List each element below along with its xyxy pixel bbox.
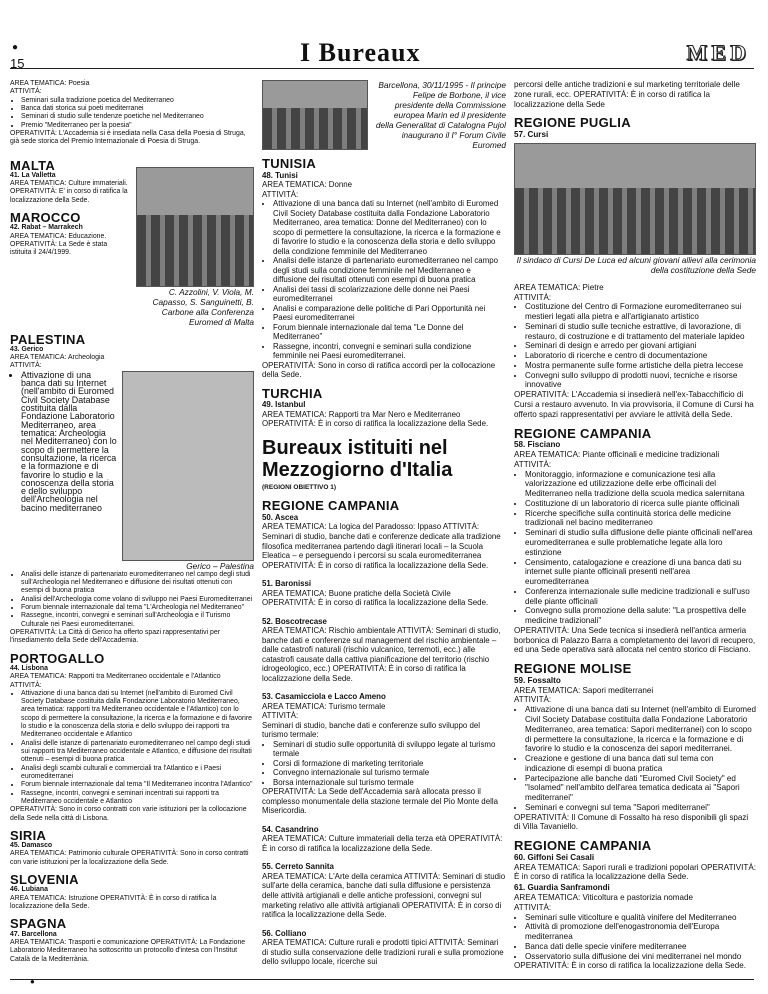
paragraph: percorsi delle antiche tradizioni e sul marketing territoriale delle zone rurali, ecc. OPERATIVITÀ: È in corso di ratifica la localizzazione della Sede	[514, 80, 740, 109]
list-item: • Seminari sulla tradizione poetica del Mediterraneo	[21, 97, 254, 105]
subsection-heading: 59. Fossalto	[514, 675, 561, 685]
list-item: • Analisi delle istanze di partenariato euromediterraneo nel campo degli studi sulla condizione femminile nel Mediterraneo e diffusione dei risultati ottenuti con esempi di buona pratica	[273, 256, 506, 285]
photo-caption: Barcellona, 30/11/1995 - Il principe Felipe de Borbone, il vice presidente della Commissione europea Marin ed il presidente della Generalitat di Catalogna Pujol inaugurano il I° Forum Civile Euromed	[375, 80, 506, 150]
footer-rule	[10, 979, 754, 980]
list-item: • Costituzione del Centro di Formazione euromediterraneo sui mestieri legati alla pietra e all'artigianato artistico	[525, 302, 756, 322]
subsection-heading: 52. Boscotrecase	[262, 616, 327, 626]
text-line: ATTIVITÀ:	[262, 711, 299, 721]
section-heading: MAROCCO	[10, 210, 81, 226]
list-item: • Seminari di studio sulle tendenze poetiche nel Mediterraneo	[21, 113, 254, 121]
text-line: ATTIVITÀ:	[514, 695, 552, 705]
list-item: • Osservatorio sulla diffusione dei vini mediterranei nel mondo	[525, 952, 756, 962]
paragraph: AREA TEMATICA: Patrimonio culturale OPERATIVITÀ: Sono in corso contratti con varie istituzioni per la localizzazione della Sede.	[10, 850, 249, 866]
list-item: • Convegno sulla promozione della salute: "La prospettiva delle medicine tradizionali"	[525, 606, 756, 626]
subsection-heading: 44. Lisbona	[10, 664, 48, 672]
paragraph: AREA TEMATICA: Culture rurali e prodotti tipici ATTIVITÀ: Seminari di studio sulla conservazione delle tradizioni rurali e sulla promozione dello sviluppo locale, ricerche sui	[262, 938, 504, 967]
list-item: • Creazione e gestione di una banca dati sul tema con indicazione di esempi di buona pratica	[525, 754, 756, 774]
section-heading: SIRIA	[10, 827, 47, 843]
text-line: ATTIVITÀ:	[10, 362, 42, 370]
list-item: • Convegni sullo sviluppo di prodotti nuovi, tecniche e risorse innovative	[525, 371, 756, 391]
text-line: AREA TEMATICA: Archeologia	[10, 354, 105, 362]
section-heading: REGIONE PUGLIA	[514, 115, 631, 131]
subsection-heading: 51. Baronissi	[262, 579, 312, 589]
subsection-heading: 61. Guardia Sanframondi	[514, 883, 610, 893]
text-line: AREA TEMATICA: Poesia	[10, 80, 90, 87]
bullet-mark: ●	[12, 42, 19, 53]
paragraph: OPERATIVITÀ: Sono in corso contratti con varie istituzioni per la collocazione della Sede nella città di Lisbona.	[10, 806, 247, 822]
med-logo: MED	[686, 40, 750, 65]
list-item: • Banca dati storica sui poeti mediterranei	[21, 105, 254, 113]
paragraph: AREA TEMATICA: Culture immateriali della terza età OPERATIVITÀ: È in corso di ratifica la localizzazione della Sede.	[262, 834, 503, 853]
subsection-heading: 54. Casandrino	[262, 824, 319, 834]
paragraph: OPERATIVITÀ: L'Accademia si è insediata nella Casa della Poesia di Struga, già sede storica del Premio Internazionale di Poesia di Struga.	[10, 129, 246, 146]
list-item: • Forum biennale internazionale dal tema "Il Mediterraneo incontra l'Atlantico"	[21, 781, 254, 789]
bullet-list	[514, 302, 756, 390]
list-item: • Premio "Mediterraneo per la poesia"	[21, 122, 254, 130]
text-line: ATTIVITÀ:	[514, 292, 552, 302]
section-heading: REGIONE CAMPANIA	[514, 425, 652, 441]
section-heading: SLOVENIA	[10, 872, 79, 888]
text-line: ATTIVITÀ:	[10, 681, 42, 689]
paragraph: AREA TEMATICA: Rapporti tra Mar Nero e Mediterraneo OPERATIVITÀ: È in corso di ratifica la localizzazione della Sede.	[262, 409, 489, 429]
paragraph: OPERATIVITÀ: La Città di Gerico ha offerto spazi rappresentativi per l'insediamento della Sede dell'Accademia.	[10, 628, 221, 645]
list-item: • Forum biennale internazionale dal tema "L'Archeologia nel Mediterraneo"	[21, 604, 254, 612]
paragraph: AREA TEMATICA: Trasporti e comunicazione OPERATIVITÀ: La Fondazione Laboratorio Mediterraneo ha sottoscritto un protocollo d'intesa con l'Institut Català de la Mediterrània.	[10, 938, 246, 963]
list-item: • Forum biennale internazionale dal tema "Le Donne del Mediterraneo"	[273, 323, 506, 342]
list-item: • Analisi dei tassi di scolarizzazione delle donne nei Paesi euromediterranei	[273, 285, 506, 304]
bullet-list	[262, 740, 506, 788]
text-line: ATTIVITÀ:	[514, 902, 552, 912]
section-heading: TURCHIA	[262, 385, 323, 401]
list-item: • Rassegne, incontri, convegni e seminari sulla condizione femminile nei Paesi euromediterranei.	[273, 342, 506, 361]
section-heading: REGIONE CAMPANIA	[514, 838, 652, 854]
subsection-heading: 41. La Valletta	[10, 171, 56, 179]
subsection-heading: 49. Istanbul	[262, 400, 306, 410]
paragraph: OPERATIVITÀ: La Sede dell'Accademia sarà allocata presso il complesso monumentale della stazione termale del Pio Monte della Misericordia.	[262, 787, 498, 816]
subsection-heading: 50. Ascea	[262, 512, 299, 522]
column-2	[262, 80, 506, 967]
bullet-list	[262, 199, 506, 361]
list-item: • Costituzione di un laboratorio di ricerca sulle piante officinali	[525, 499, 756, 509]
bullet-list	[10, 97, 254, 130]
list-item: • Analisi delle istanze di partenariato euromediterraneo nel campo degli studi sui rapporti tra Mediterraneo occidentale e Atlantico, e diffusione dei risultati ottenuti – esempi di buona pratica	[21, 740, 254, 765]
text-line: ATTIVITÀ:	[514, 459, 552, 469]
list-item: • Seminari di studio sulla diffusione delle piante officinali nell'area euromediterranea e sulle problematiche legate alla loro estinzione	[525, 528, 756, 557]
header-rule	[10, 68, 754, 69]
list-item: • Attivazione di una banca dati su Internet (nell'ambito di Euromed Civil Society Database costituita dalla Fondazione Laboratorio Mediterraneo, area tematica: Sapori mediterranei) con lo scopo di permettere la consultazione, la ricerca e la formazione e di favorire lo studio e la conoscenza dei sapori mediterranei.	[525, 705, 756, 754]
list-item: • Seminari di studio sulle opportunità di sviluppo legate al turismo termale	[273, 740, 506, 759]
list-item: • Censimento, catalogazione e creazione di una banca dati su internet sulle piante officinali presenti nell'area euromediterranea	[525, 558, 756, 587]
list-item: • Seminari sulle viticolture e qualità vinifere del Mediterraneo	[525, 913, 756, 923]
list-item: • Attivazione di una banca dati su Internet (nell'ambito di Euromed Civil Society Database costituita dalla Fondazione Laboratorio Mediterraneo, area tematica: rapporti tra Mediterraneo occidentale e l'Atlantico) con lo scopo di permettere la consultazione, la ricerca e la formazione e di favorire lo studio e la conoscenza della storia e dello sviluppo dei rapporti tra Mediterraneo occidentale e Atlantico	[21, 690, 254, 740]
subsection-heading: 43. Gerico	[10, 345, 44, 353]
bullet-list	[514, 470, 756, 626]
photo-conference	[136, 167, 254, 287]
photo-caption: Gerico – Palestina	[186, 560, 254, 571]
photo-caption: C. Azzolini, V. Viola, M. Capasso, S. Sanguinetti, B. Carbone alla Conferenza Euromed di Malta	[152, 286, 254, 327]
list-item: • Banca dati delle specie vinifere mediterranee	[525, 942, 756, 952]
paragraph: OPERATIVITÀ: Sono in corso di ratifica accordi per la collocazione della Sede.	[262, 360, 496, 380]
page-number: 15	[10, 56, 25, 71]
bullet-list	[514, 913, 756, 962]
paragraph: OPERATIVITÀ: È in corso di ratifica la localizzazione della Sede.	[514, 961, 746, 971]
text-line: Seminari di studio, banche dati e conferenze sullo sviluppo del turismo termale:	[262, 720, 481, 740]
section-heading: PORTOGALLO	[10, 650, 105, 666]
subsection-heading: 42. Rabat – Marrakech	[10, 224, 83, 232]
list-item: • Analisi dell'Archeologia come volano di sviluppo nei Paesi Euromediterranei	[21, 596, 254, 604]
bullet-list	[514, 705, 756, 812]
bullet-mark: ●	[30, 977, 35, 986]
paragraph: AREA TEMATICA: L'Arte della ceramica ATTIVITÀ: Seminari di studio sull'arte della ceramica, banche dati sulla diffusione e persistenza delle attività artigianali e delle antiche professioni, convegni sul marketing relativo alle attività artigianali OPERATIVITÀ: È in corso di ratifica la localizzazione della Sede.	[262, 871, 506, 920]
list-item: • Seminari di studio sulle tecniche estrattive, di lavorazione, di restauro, di costruzione e di trattamento del materiale lapideo	[525, 322, 756, 342]
subsection-heading: 46. Lubiana	[10, 886, 48, 894]
paragraph: AREA TEMATICA: Istruzione OPERATIVITÀ: È in corso di ratifica la localizzazione della Sede.	[10, 894, 217, 910]
list-item: • Mostra permanente sulle forme artistiche della pietra leccese	[525, 361, 756, 371]
subsection-heading: 45. Damasco	[10, 842, 53, 850]
section-heading: SPAGNA	[10, 916, 67, 932]
list-item: • Seminari e convegni sul tema "Sapori mediterranei"	[525, 803, 756, 813]
paragraph: AREA TEMATICA: Educazione. OPERATIVITÀ: La Sede è stata istituita il 24/4/1999.	[10, 232, 108, 257]
subsection-heading: 57. Cursi	[514, 130, 549, 140]
list-item: • Conferenza internazionale sulle medicine tradizionali e sull'uso delle piante officinali	[525, 587, 756, 607]
photo-gerico	[122, 371, 254, 561]
text-line: AREA TEMATICA: Sapori mediterranei	[514, 685, 654, 695]
subsection-heading: 58. Fisciano	[514, 440, 561, 450]
list-item: • Monitoraggio, informazione e comunicazione tesi alla valorizzazione ed utilizzazione delle erbe officinali del Mediterraneo nella tradizione della scuola medica salernitana	[525, 470, 756, 499]
paragraph: OPERATIVITÀ: Una Sede tecnica si insedierà nell'antica armeria borbonica di Palazzo Barra a completamento dei lavori di recupero, ed una Sede operativa sarà allocata nel centro storico di Fisciano.	[514, 625, 756, 655]
bullet-list	[10, 571, 254, 629]
subsection-heading: 60. Giffoni Sei Casali	[514, 852, 595, 862]
section-heading: TUNISIA	[262, 156, 317, 171]
section-heading: MALTA	[10, 157, 56, 173]
subsection-heading: 53. Casamicciola e Lacco Ameno	[262, 692, 386, 702]
paragraph: AREA TEMATICA: Rischio ambientale ATTIVITÀ: Seminari di studio, banche dati e conferenze sul management del rischio ambientale – dalle catastrofi naturali (rischio vulcanico, terremoti, ecc.) alle catastrofi causate dalla cattiva pianificazione del territorio (rischio idrogeologico, ecc.) OPERATIVITÀ: È in corso di ratifica la localizzazione della Sede.	[262, 626, 501, 683]
text-line: ATTIVITÀ:	[10, 88, 42, 96]
list-item: • Corsi di formazione di marketing territoriale	[273, 759, 506, 769]
list-item: • Analisi degli scambi culturali e commerciali tra l'Atlantico e i Paesi euromediterranei	[21, 765, 254, 782]
column-3	[514, 80, 756, 971]
list-item: • Analisi delle istanze di partenariato euromediterraneo nel campo degli studi sull'Archeologia nel Mediterraneo e diffusione dei risultati ottenuti con esempi di buona pratica	[21, 571, 254, 596]
text-line: AREA TEMATICA: Pietre	[514, 282, 604, 292]
feature-subtitle: (REGIONI OBIETTIVO 1)	[262, 483, 337, 491]
subsection-heading: 56. Colliano	[262, 928, 307, 938]
photo-barcellona	[262, 80, 368, 150]
list-item: • Borsa internazionale sul turismo termale	[273, 778, 506, 788]
page-title: I Bureaux	[300, 38, 421, 67]
list-item: • Laboratorio di ricerche e centro di documentazione	[525, 351, 756, 361]
subsection-heading: 55. Cerreto Sannita	[262, 862, 334, 872]
page-header	[0, 0, 768, 75]
list-item: • Rassegne, incontri, convegni e seminari sull'Archeologia e il Turismo Culturale nei Paesi euromediterranei.	[21, 612, 254, 629]
paragraph: AREA TEMATICA: La logica del Paradosso: Ippaso ATTIVITÀ: Seminari di studio, banche dati e conferenze dedicate alla tradizione filosofica mediterranea partendo dagli itinerari locali – la Scuola Eleatica – e perseguendo i percorsi su scala euromediterranea OPERATIVITÀ: È in corso di ratifica la localizzazione della Sede.	[262, 522, 501, 570]
list-item: • Seminari di design e arredo per giovani artigiani	[525, 341, 756, 351]
photo-caption: Il sindaco di Cursi De Luca ed alcuni giovani allievi alla cerimonia della costituzione della Sede	[516, 254, 756, 275]
text-line: ATTIVITÀ:	[262, 189, 299, 199]
bullet-list	[10, 371, 117, 571]
list-item: • Attivazione di una banca dati su Internet (nell'ambito di Euromed Civil Society Database costituita dalla Fondazione Laboratorio Mediterraneo, area tematica: Donne del Mediterraneo) con lo scopo di permettere la consultazione, la ricerca e la formazione e di favorire lo studio e la conoscenza della storia e dello sviluppo della condizione femminile del Mediterraneo	[273, 199, 506, 256]
feature-title: Bureaux istituiti nel Mezzogiorno d'Italia	[262, 436, 453, 481]
text-line: AREA TEMATICA: Donne	[262, 180, 353, 190]
subsection-heading: 48. Tunisi	[262, 170, 298, 180]
photo-cursi	[514, 143, 756, 255]
paragraph: AREA TEMATICA: Culture immateriali. OPERATIVITÀ: E' in corso di ratifica la localizzazione della Sede.	[10, 180, 128, 204]
paragraph: AREA TEMATICA: Buone pratiche della Società Civile OPERATIVITÀ: È in corso di ratifica la localizzazione della Sede.	[262, 588, 489, 608]
paragraph: AREA TEMATICA: Sapori rurali e tradizioni popolari OPERATIVITÀ: È in corso di ratifica la localizzazione della Sede.	[514, 862, 756, 882]
text-line: AREA TEMATICA: Viticoltura e pastorizia nomade	[514, 893, 694, 902]
list-item: • Ricerche specifiche sulla continuità storica delle medicine tradizionali nel bacino mediterraneo	[525, 509, 756, 529]
text-line: AREA TEMATICA: Turismo termale	[262, 701, 386, 711]
section-heading: REGIONE CAMPANIA	[262, 498, 400, 514]
section-heading: PALESTINA	[10, 331, 86, 347]
column-1	[10, 80, 254, 964]
list-item: • Partecipazione alle banche dati "Euromed Civil Society" ed "Isolamed" nell'ambito dell'area tematica dedicata ai "Sapori mediterranei"	[525, 774, 756, 803]
list-item: • Convegno internazionale sul turismo termale	[273, 768, 506, 778]
bullet-list	[10, 690, 254, 806]
list-item: • Attività di promozione dell'enogastronomia dell'Europa mediterranea	[525, 922, 756, 942]
text-line: AREA TEMATICA: Rapporti tra Mediterraneo occidentale e l'Atlantico	[10, 673, 221, 681]
list-item: • Analisi e comparazione delle politiche di Pari Opportunità nei Paesi euromediterranei	[273, 304, 506, 323]
subsection-heading: 47. Barcellona	[10, 930, 57, 938]
section-heading: REGIONE MOLISE	[514, 661, 632, 677]
list-item: • Attivazione di una banca dati su Internet (nell'ambito di Euromed Civil Society Database costituita dalla Fondazione Laboratorio Mediterraneo, area tematica: Archeologia nel Mediterraneo) con lo scopo di permettere la consultazione, la ricerca e la formazione e di favorire lo studio e la conoscenza della storia e dello sviluppo dell'Archeologia nel bacino mediterraneo	[21, 371, 117, 512]
paragraph: OPERATIVITÀ: Il Comune di Fossalto ha reso disponibili gli spazi di Villa Tavaniello.	[514, 812, 749, 832]
list-item: • Rassegne, incontri, convegni e seminari incentrati sui rapporti tra Mediterraneo occidentale e Atlantico	[21, 790, 254, 807]
paragraph: OPERATIVITÀ: L'Accademia si insedierà nell'ex-Tabacchificio di Cursi a restauro avvenuto. In via provvisoria, il Comune di Cursi ha offerto spazi rappresentativi per avviare le attività della Sede.	[514, 390, 754, 419]
text-line: AREA TEMATICA: Piante officinali e medicine tradizionali	[514, 450, 720, 460]
